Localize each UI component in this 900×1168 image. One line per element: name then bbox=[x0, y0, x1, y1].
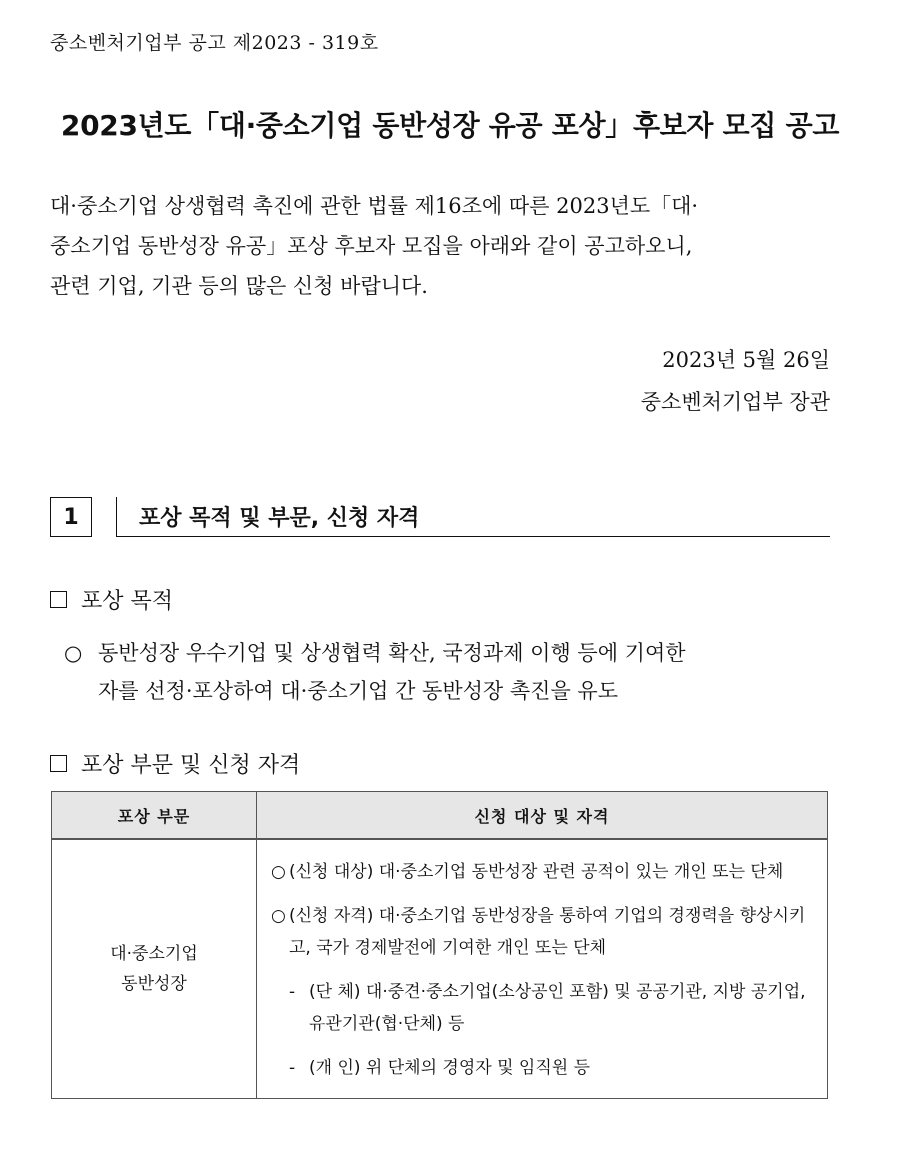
checkbox-square-icon bbox=[50, 591, 67, 608]
section-title: 포상 목적 및 부문, 신청 자격 bbox=[139, 506, 420, 531]
intro-paragraph bbox=[50, 186, 830, 306]
category-line: 동반성장 bbox=[121, 974, 187, 994]
document-title: 2023년도「대·중소기업 동반성장 유공 포상」후보자 모집 공고 bbox=[60, 109, 840, 142]
purpose-bullet bbox=[64, 634, 830, 710]
purpose-bullet-text bbox=[98, 634, 830, 710]
dash-bullet-icon: - bbox=[289, 1058, 296, 1078]
eligibility-item-text: (신청 자격) 대·중소기업 동반성장을 통하여 기업의 경쟁력을 향상시키고, 국가 경제발전에 기여한 개인 또는 단체 bbox=[289, 906, 806, 958]
signatory: 중소벤처기업부 장관 bbox=[640, 390, 830, 414]
eligibility-sub-item bbox=[289, 1052, 817, 1084]
purpose-heading-text: 포상 목적 bbox=[81, 589, 174, 614]
notice-number: 중소벤처기업부 공고 제2023 - 319호 bbox=[50, 32, 379, 54]
category-line: 대·중소기업 bbox=[110, 944, 198, 964]
categories-heading bbox=[50, 748, 300, 779]
intro-line: 관련 기업, 기관 등의 많은 신청 바랍니다. bbox=[50, 274, 428, 298]
eligibility-item-text: (신청 대상) 대·중소기업 동반성장 관련 공적이 있는 개인 또는 단체 bbox=[289, 862, 784, 882]
circle-bullet-icon: ○ bbox=[271, 906, 286, 926]
table-row bbox=[52, 839, 828, 1099]
section-number-box: 1 bbox=[50, 497, 92, 537]
checkbox-square-icon bbox=[50, 755, 67, 772]
purpose-line: 자를 선정·포상하여 대·중소기업 간 동반성장 촉진을 유도 bbox=[98, 679, 618, 703]
eligibility-sub-item-text: (단 체) 대·중견·중소기업(소상공인 포함) 및 공공기관, 지방 공기업, 유관기관(협·단체) 등 bbox=[309, 982, 806, 1034]
eligibility-cell bbox=[257, 839, 828, 1099]
dash-bullet-icon: - bbox=[289, 982, 296, 1002]
circle-bullet-icon: ○ bbox=[64, 641, 83, 665]
category-cell bbox=[52, 839, 257, 1099]
table-header-row bbox=[52, 792, 828, 840]
eligibility-item bbox=[271, 856, 817, 888]
notice-date: 2023년 5월 26일 bbox=[662, 348, 830, 372]
header-category: 포상 부문 bbox=[52, 792, 257, 840]
intro-line: 대·중소기업 상생협력 촉진에 관한 법률 제16조에 따른 2023년도「대· bbox=[50, 194, 699, 218]
eligibility-sub-item-text: (개 인) 위 단체의 경영자 및 임직원 등 bbox=[309, 1058, 590, 1078]
eligibility-sub-item bbox=[289, 976, 817, 1040]
section-heading bbox=[116, 497, 830, 537]
categories-heading-text: 포상 부문 및 신청 자격 bbox=[81, 753, 301, 778]
eligibility-item bbox=[271, 900, 817, 964]
award-category-table bbox=[51, 791, 828, 1099]
purpose-line: 동반성장 우수기업 및 상생협력 확산, 국정과제 이행 등에 기여한 bbox=[98, 641, 686, 665]
header-eligibility: 신청 대상 및 자격 bbox=[257, 792, 828, 840]
intro-line: 중소기업 동반성장 유공」포상 후보자 모집을 아래와 같이 공고하오니, bbox=[50, 234, 693, 258]
circle-bullet-icon: ○ bbox=[271, 862, 286, 882]
purpose-heading bbox=[50, 584, 173, 615]
